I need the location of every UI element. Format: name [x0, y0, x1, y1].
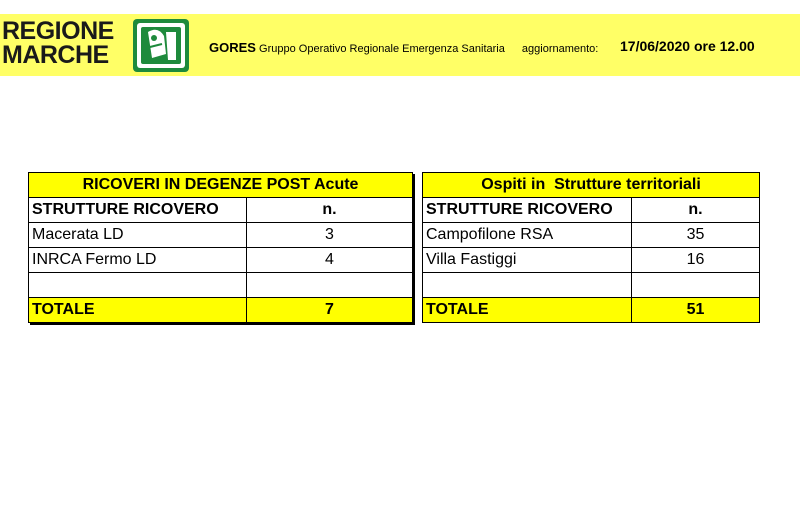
- structure-name: Villa Fastiggi: [423, 248, 632, 273]
- total-label: TOTALE: [29, 298, 247, 323]
- structure-count: 35: [632, 223, 760, 248]
- table-row: [423, 223, 760, 248]
- structure-count: 16: [632, 248, 760, 273]
- total-value: 51: [632, 298, 760, 323]
- structure-count: 3: [247, 223, 413, 248]
- update-label: aggiornamento:: [521, 43, 599, 55]
- table-row: [423, 248, 760, 273]
- column-header-count: n.: [247, 198, 413, 223]
- empty-row: [423, 273, 760, 298]
- total-row: [423, 298, 760, 323]
- column-header-count: n.: [632, 198, 760, 223]
- structure-count: 4: [247, 248, 413, 273]
- logo-line-1: REGIONE: [2, 17, 114, 45]
- header-info: [209, 40, 598, 55]
- region-logo-text: [2, 19, 114, 67]
- total-row: [29, 298, 413, 323]
- table-row: [29, 248, 413, 273]
- structure-name: INRCA Fermo LD: [29, 248, 247, 273]
- table-title: RICOVERI IN DEGENZE POST Acute: [29, 173, 413, 198]
- org-full-name: Gruppo Operativo Regionale Emergenza Sanitaria: [259, 43, 505, 55]
- update-date: 17/06/2020 ore 12.00: [620, 38, 755, 54]
- structure-name: Macerata LD: [29, 223, 247, 248]
- post-acute-table: [28, 172, 413, 323]
- region-emblem-icon: [132, 18, 190, 73]
- table-title: Ospiti in Strutture territoriali: [423, 173, 760, 198]
- total-label: TOTALE: [423, 298, 632, 323]
- org-acronym: GORES: [209, 40, 256, 55]
- table-row: [29, 223, 413, 248]
- header-banner: [0, 14, 800, 76]
- total-value: 7: [247, 298, 413, 323]
- territorial-structures-table: [422, 172, 760, 323]
- structure-name: Campofilone RSA: [423, 223, 632, 248]
- column-header-structure: STRUTTURE RICOVERO: [423, 198, 632, 223]
- empty-row: [29, 273, 413, 298]
- logo-line-2: MARCHE: [2, 41, 109, 69]
- column-header-structure: STRUTTURE RICOVERO: [29, 198, 247, 223]
